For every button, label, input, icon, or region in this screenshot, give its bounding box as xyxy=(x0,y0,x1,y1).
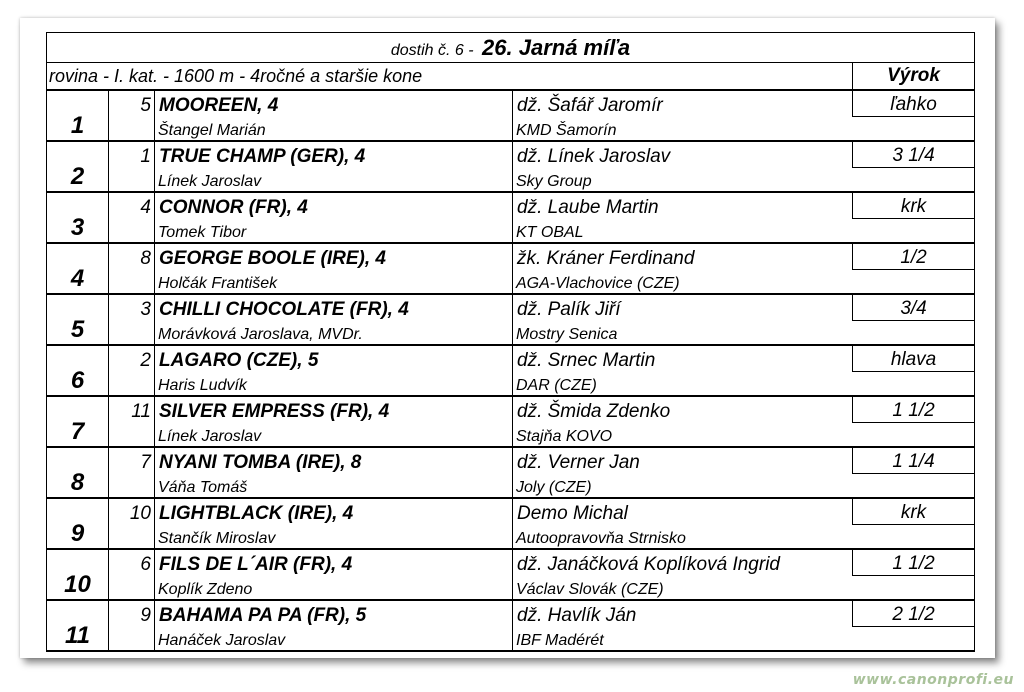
start-number-spacer xyxy=(109,117,155,142)
winning-margin: ľahko xyxy=(853,90,975,117)
trainer-name: Línek Jaroslav xyxy=(155,423,513,448)
jockey-name: dž. Verner Jan xyxy=(513,447,853,474)
start-number: 5 xyxy=(109,90,155,117)
start-number-spacer xyxy=(109,270,155,295)
winning-margin: hlava xyxy=(853,345,975,372)
winning-margin: krk xyxy=(853,498,975,525)
result-row-detail xyxy=(47,219,975,244)
start-number-spacer xyxy=(109,576,155,601)
start-number-spacer xyxy=(109,372,155,397)
race-description: rovina - I. kat. - 1600 m - 4ročné a staršie kone xyxy=(47,63,853,91)
start-number: 10 xyxy=(109,498,155,525)
finish-position: 4 xyxy=(47,243,109,294)
result-row-detail xyxy=(47,627,975,652)
owner-name: Sky Group xyxy=(513,168,975,193)
owner-name: AGA-Vlachovice (CZE) xyxy=(513,270,975,295)
winning-margin: 1 1/4 xyxy=(853,447,975,474)
jockey-name: dž. Srnec Martin xyxy=(513,345,853,372)
race-title xyxy=(47,33,975,63)
winning-margin: 1/2 xyxy=(853,243,975,270)
result-row-detail xyxy=(47,372,975,397)
trainer-name: Morávková Jaroslava, MVDr. xyxy=(155,321,513,346)
start-number-spacer xyxy=(109,474,155,499)
horse-name: LAGARO (CZE), 5 xyxy=(155,345,513,372)
owner-name: Stajňa KOVO xyxy=(513,423,975,448)
jockey-name: dž. Havlík Ján xyxy=(513,600,853,627)
horse-name: CHILLI CHOCOLATE (FR), 4 xyxy=(155,294,513,321)
winning-margin: 1 1/2 xyxy=(853,549,975,576)
trainer-name: Hanáček Jaroslav xyxy=(155,627,513,652)
finish-position: 2 xyxy=(47,141,109,192)
jockey-name: dž. Janáčková Koplíková Ingrid xyxy=(513,549,853,576)
winning-margin: 2 1/2 xyxy=(853,600,975,627)
start-number-spacer xyxy=(109,168,155,193)
start-number: 7 xyxy=(109,447,155,474)
owner-name: DAR (CZE) xyxy=(513,372,975,397)
result-row xyxy=(47,600,975,627)
result-row xyxy=(47,192,975,219)
jockey-name: dž. Laube Martin xyxy=(513,192,853,219)
horse-name: GEORGE BOOLE (IRE), 4 xyxy=(155,243,513,270)
winning-margin: 3/4 xyxy=(853,294,975,321)
finish-position: 9 xyxy=(47,498,109,549)
horse-name: LIGHTBLACK (IRE), 4 xyxy=(155,498,513,525)
start-number: 9 xyxy=(109,600,155,627)
trainer-name: Haris Ludvík xyxy=(155,372,513,397)
watermark: www.canonprofi.eu xyxy=(852,672,1014,688)
jockey-name: dž. Šafář Jaromír xyxy=(513,90,853,117)
horse-name: CONNOR (FR), 4 xyxy=(155,192,513,219)
result-row-detail xyxy=(47,576,975,601)
result-row xyxy=(47,396,975,423)
trainer-name: Váňa Tomáš xyxy=(155,474,513,499)
race-name: 26. Jarná míľa xyxy=(482,34,631,60)
winning-margin: 1 1/2 xyxy=(853,396,975,423)
result-row-detail xyxy=(47,117,975,142)
result-row xyxy=(47,447,975,474)
result-row xyxy=(47,549,975,576)
jockey-name: žk. Kráner Ferdinand xyxy=(513,243,853,270)
horse-name: SILVER EMPRESS (FR), 4 xyxy=(155,396,513,423)
start-number: 4 xyxy=(109,192,155,219)
trainer-name: Stančík Miroslav xyxy=(155,525,513,550)
result-row xyxy=(47,498,975,525)
jockey-name: Demo Michal xyxy=(513,498,853,525)
winning-margin: 3 1/4 xyxy=(853,141,975,168)
finish-position: 8 xyxy=(47,447,109,498)
jockey-name: dž. Palík Jiří xyxy=(513,294,853,321)
race-number-label: dostih č. 6 - xyxy=(390,41,474,59)
result-row xyxy=(47,294,975,321)
owner-name: Václav Slovák (CZE) xyxy=(513,576,975,601)
finish-position: 11 xyxy=(47,600,109,651)
horse-name: BAHAMA PA PA (FR), 5 xyxy=(155,600,513,627)
finish-position: 3 xyxy=(47,192,109,243)
horse-name: FILS DE L´AIR (FR), 4 xyxy=(155,549,513,576)
jockey-name: dž. Línek Jaroslav xyxy=(513,141,853,168)
owner-name: Mostry Senica xyxy=(513,321,975,346)
result-row-detail xyxy=(47,270,975,295)
finish-position: 5 xyxy=(47,294,109,345)
start-number-spacer xyxy=(109,219,155,244)
start-number-spacer xyxy=(109,525,155,550)
result-row xyxy=(47,345,975,372)
jockey-name: dž. Šmida Zdenko xyxy=(513,396,853,423)
start-number: 11 xyxy=(109,396,155,423)
owner-name: Autoopravovňa Strnisko xyxy=(513,525,975,550)
race-results-table xyxy=(46,32,975,652)
trainer-name: Holčák František xyxy=(155,270,513,295)
finish-position: 10 xyxy=(47,549,109,600)
owner-name: Joly (CZE) xyxy=(513,474,975,499)
owner-name: KT OBAL xyxy=(513,219,975,244)
result-row xyxy=(47,90,975,117)
start-number: 2 xyxy=(109,345,155,372)
start-number-spacer xyxy=(109,423,155,448)
result-row xyxy=(47,243,975,270)
finish-position: 7 xyxy=(47,396,109,447)
horse-name: TRUE CHAMP (GER), 4 xyxy=(155,141,513,168)
start-number-spacer xyxy=(109,321,155,346)
result-row-detail xyxy=(47,525,975,550)
result-row-detail xyxy=(47,168,975,193)
result-column-header: Výrok xyxy=(853,63,975,91)
owner-name: IBF Madérét xyxy=(513,627,975,652)
start-number: 1 xyxy=(109,141,155,168)
start-number: 3 xyxy=(109,294,155,321)
finish-position: 6 xyxy=(47,345,109,396)
result-row-detail xyxy=(47,423,975,448)
trainer-name: Línek Jaroslav xyxy=(155,168,513,193)
horse-name: NYANI TOMBA (IRE), 8 xyxy=(155,447,513,474)
finish-position: 1 xyxy=(47,90,109,141)
owner-name: KMD Šamorín xyxy=(513,117,975,142)
result-row-detail xyxy=(47,321,975,346)
trainer-name: Koplík Zdeno xyxy=(155,576,513,601)
start-number: 6 xyxy=(109,549,155,576)
trainer-name: Tomek Tibor xyxy=(155,219,513,244)
start-number: 8 xyxy=(109,243,155,270)
winning-margin: krk xyxy=(853,192,975,219)
horse-name: MOOREEN, 4 xyxy=(155,90,513,117)
result-row-detail xyxy=(47,474,975,499)
start-number-spacer xyxy=(109,627,155,652)
trainer-name: Štangel Marián xyxy=(155,117,513,142)
result-row xyxy=(47,141,975,168)
